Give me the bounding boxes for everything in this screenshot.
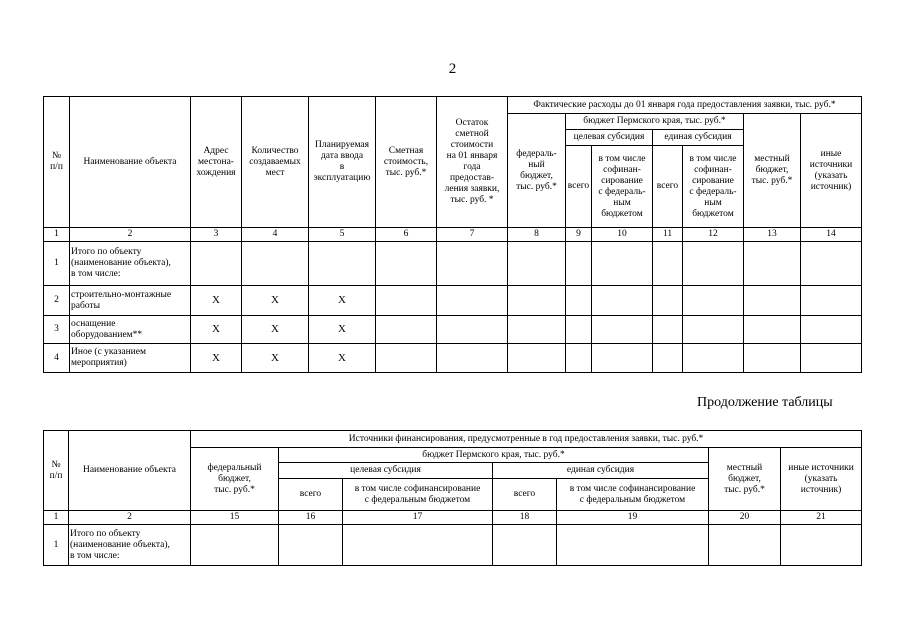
col-number: 4	[242, 228, 309, 242]
col-number: 9	[566, 228, 592, 242]
row-number: 1	[44, 242, 70, 286]
header-num: № п/п	[44, 431, 69, 511]
row-cell	[242, 242, 309, 286]
page-number: 2	[448, 61, 457, 77]
column-number-row	[44, 511, 862, 525]
row-number: 2	[44, 286, 70, 316]
row-cell: X	[309, 344, 376, 373]
row-name: Иное (с указанием мероприятия)	[70, 344, 191, 373]
col-number: 14	[801, 228, 862, 242]
header-target-cofinancing: в том числе софинансирование с федеральным бюджетом	[343, 479, 493, 511]
header-target-cofinancing: в том числе софинан- сирование с федераль- ным бюджетом	[592, 146, 653, 228]
col-number: 3	[191, 228, 242, 242]
header-local-budget: местный бюджет, тыс. руб.*	[744, 114, 801, 228]
col-number: 20	[709, 511, 781, 525]
header-num: № п/п	[44, 97, 70, 228]
row-number: 3	[44, 316, 70, 344]
table-row	[44, 525, 862, 566]
row-cell	[309, 242, 376, 286]
row-cell: X	[242, 286, 309, 316]
header-federal-budget: федеральный бюджет, тыс. руб.*	[191, 448, 279, 511]
row-cell: X	[191, 316, 242, 344]
row-name: Итого по объекту (наименование объекта), в том числе:	[70, 242, 191, 286]
row-cell: X	[191, 286, 242, 316]
col-number: 6	[376, 228, 437, 242]
row-cell: X	[242, 344, 309, 373]
col-number: 11	[653, 228, 683, 242]
col-number: 16	[279, 511, 343, 525]
header-object-name: Наименование объекта	[69, 431, 191, 511]
row-name: оснащение оборудованием**	[70, 316, 191, 344]
row-name: строительно-монтажные работы	[70, 286, 191, 316]
header-target-subsidy: целевая субсидия	[279, 463, 493, 479]
header-object-name: Наименование объекта	[70, 97, 191, 228]
header-single-total: всего	[493, 479, 557, 511]
header-commission-date: Планируемая дата ввода в эксплуатацию	[309, 97, 376, 228]
expenses-table	[43, 96, 862, 373]
row-number: 1	[44, 525, 69, 566]
row-number: 4	[44, 344, 70, 373]
header-cost-remainder: Остаток сметной стоимости на 01 января года предостав- ления заявки, тыс. руб. *	[437, 97, 508, 228]
header-places: Количество создаваемых мест	[242, 97, 309, 228]
header-address: Адрес местона- хождения	[191, 97, 242, 228]
col-number: 1	[44, 228, 70, 242]
col-number: 2	[69, 511, 191, 525]
col-number: 21	[781, 511, 862, 525]
header-financing-sources: Источники финансирования, предусмотренные в год предоставления заявки, тыс. руб.*	[191, 431, 862, 448]
col-number: 13	[744, 228, 801, 242]
table-row	[44, 286, 862, 316]
header-other-sources: иные источники (указать источник)	[781, 448, 862, 511]
col-number: 12	[683, 228, 744, 242]
header-target-total: всего	[279, 479, 343, 511]
header-target-total: всего	[566, 146, 592, 228]
col-number: 2	[70, 228, 191, 242]
header-other-sources: иные источники (указать источник)	[801, 114, 862, 228]
continuation-title: Продолжение таблицы	[697, 395, 833, 410]
financing-table	[43, 430, 862, 566]
col-number: 1	[44, 511, 69, 525]
header-federal-budget: федераль- ный бюджет, тыс. руб.*	[508, 114, 566, 228]
header-single-total: всего	[653, 146, 683, 228]
header-perm-budget: бюджет Пермского края, тыс. руб.*	[566, 114, 744, 130]
row-cell: X	[309, 286, 376, 316]
col-number: 8	[508, 228, 566, 242]
header-single-subsidy: единая субсидия	[493, 463, 709, 479]
row-cell: X	[191, 344, 242, 373]
col-number: 17	[343, 511, 493, 525]
column-number-row	[44, 228, 862, 242]
header-estimated-cost: Сметная стоимость, тыс. руб.*	[376, 97, 437, 228]
table-row	[44, 242, 862, 286]
header-local-budget: местный бюджет, тыс. руб.*	[709, 448, 781, 511]
header-single-cofinancing: в том числе софинансирование с федеральным бюджетом	[557, 479, 709, 511]
col-number: 10	[592, 228, 653, 242]
col-number: 15	[191, 511, 279, 525]
row-cell: X	[242, 316, 309, 344]
header-single-cofinancing: в том числе софинан- сирование с федераль- ным бюджетом	[683, 146, 744, 228]
col-number: 19	[557, 511, 709, 525]
table-row	[44, 316, 862, 344]
header-single-subsidy: единая субсидия	[653, 130, 744, 146]
header-target-subsidy: целевая субсидия	[566, 130, 653, 146]
table-row	[44, 344, 862, 373]
col-number: 7	[437, 228, 508, 242]
row-name: Итого по объекту (наименование объекта), в том числе:	[69, 525, 191, 566]
row-cell	[191, 242, 242, 286]
row-cell: X	[309, 316, 376, 344]
header-actual-expenses: Фактические расходы до 01 января года предоставления заявки, тыс. руб.*	[508, 97, 862, 114]
col-number: 5	[309, 228, 376, 242]
header-perm-budget: бюджет Пермского края, тыс. руб.*	[279, 448, 709, 463]
col-number: 18	[493, 511, 557, 525]
